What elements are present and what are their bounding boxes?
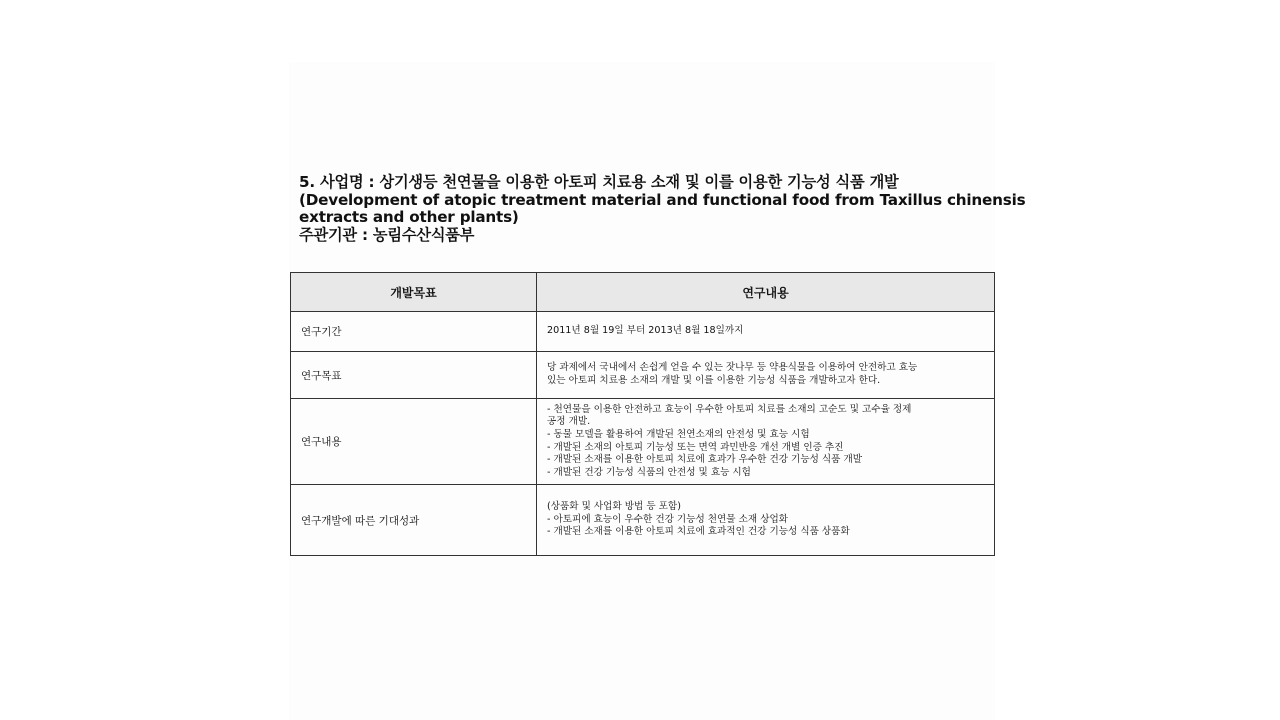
host-institution: 주관기관 : 농림수산식품부 [299, 225, 475, 244]
header-research-content: 연구내용 [537, 273, 995, 312]
table-row [291, 312, 995, 352]
row-label: 연구내용 [291, 399, 537, 485]
content-line: 당 과제에서 국내에서 손쉽게 얻을 수 있는 잣나무 등 약용식물을 이용하여 안전하고 효능 [547, 362, 918, 374]
content-line: 2011년 8월 19일 부터 2013년 8월 18일까지 [547, 325, 744, 337]
project-title-english: (Development of atopic treatment material and functional food from Taxillus chinensis [299, 190, 1026, 209]
row-content [537, 485, 995, 556]
content-line: - 동물 모델을 활용하여 개발된 천연소재의 안전성 및 효능 시험 [547, 428, 810, 440]
table-header-row [291, 273, 995, 312]
content-line: (상품화 및 사업화 방법 등 포함) [547, 501, 681, 513]
content-line: 공정 개발. [547, 416, 591, 428]
document-heading [299, 173, 1026, 244]
project-title-english-cont: extracts and other plants) [299, 208, 519, 226]
content-line: - 개발된 소재를 이용한 아토피 치료에 효과적인 건강 기능성 식품 상품화 [547, 526, 850, 538]
row-content [537, 312, 995, 352]
row-label: 연구기간 [291, 312, 537, 352]
row-content [537, 399, 995, 485]
content-line: - 천연물을 이용한 안전하고 효능이 우수한 아토피 치료를 소재의 고순도 및 고수율 정제 [547, 403, 912, 415]
row-content [537, 352, 995, 399]
project-title: 5. 사업명 : 상기생등 천연물을 이용한 아토피 치료용 소재 및 이를 이용한 기능성 식품 개발 [299, 173, 899, 191]
row-label: 연구개발에 따른 기대성과 [291, 485, 537, 556]
header-development-goal: 개발목표 [291, 273, 537, 312]
table-row [291, 352, 995, 399]
content-line: - 개발된 소재를 이용한 아토피 치료에 효과가 우수한 건강 기능성 식품 개발 [547, 454, 863, 466]
content-line: - 개발된 건강 기능성 식품의 안전성 및 효능 시험 [547, 466, 751, 478]
table-row [291, 399, 995, 485]
content-line: 있는 아토피 치료용 소재의 개발 및 이를 이용한 기능성 식품을 개발하고자 한다. [547, 375, 881, 386]
content-line: - 개발된 소재의 아토피 기능성 또는 면역 과민반응 개선 개별 인증 추진 [547, 441, 844, 453]
table-row [291, 485, 995, 556]
row-label: 연구목표 [291, 352, 537, 399]
project-table [290, 272, 995, 556]
content-line: - 아토피에 효능이 우수한 건강 기능성 천연물 소재 상업화 [547, 513, 789, 525]
